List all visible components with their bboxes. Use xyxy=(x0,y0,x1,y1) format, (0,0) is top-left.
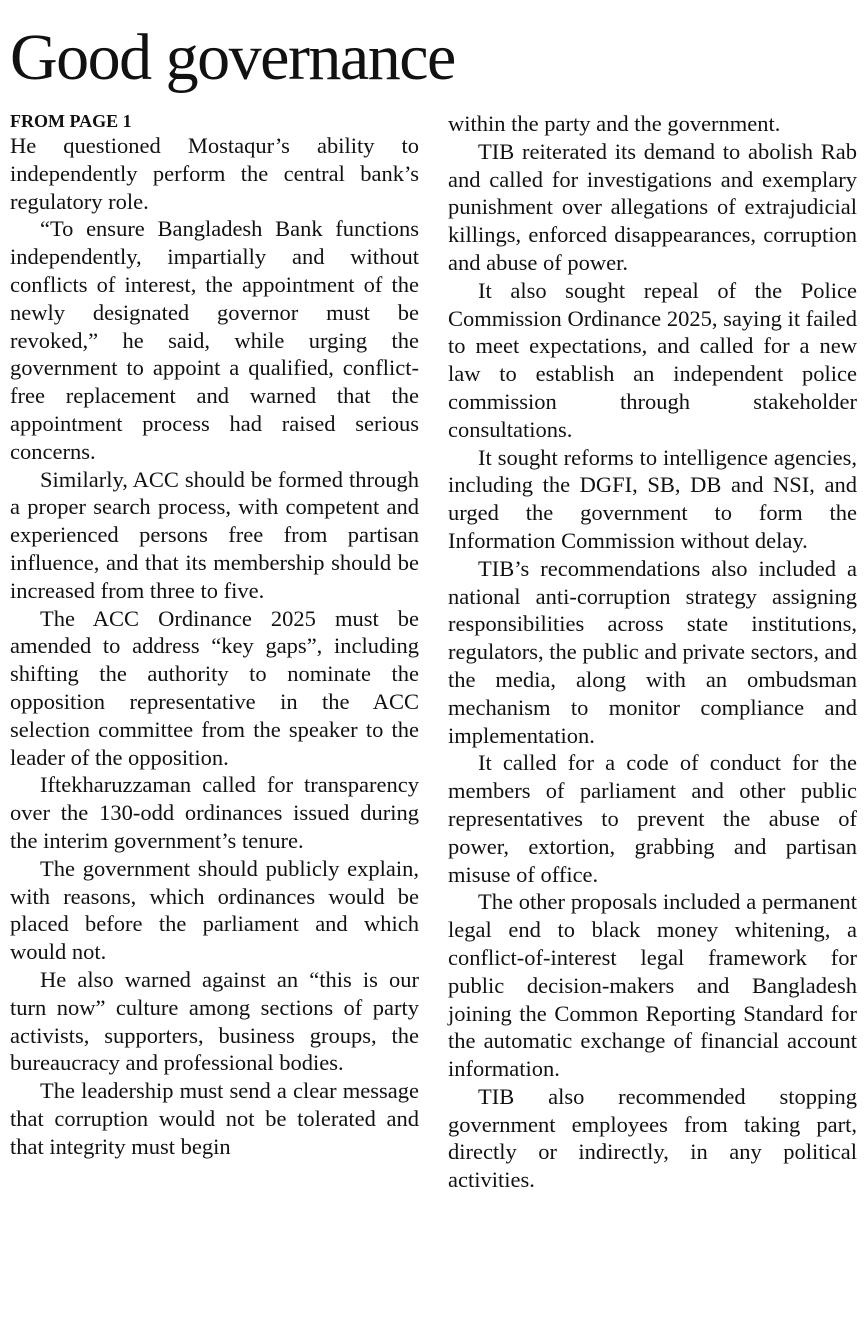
paragraph: Similarly, ACC should be formed through a proper search process, with competent and experienced persons free from partisan influence, and that its membership should be increased from three to five. xyxy=(10,466,419,603)
paragraph: The leadership must send a clear message that corruption would not be tolerated and that integrity must begin xyxy=(10,1078,419,1159)
paragraph: It sought reforms to intelligence agencies, including the DGFI, SB, DB and NSI, and urged the government to form the Information Commission without delay. xyxy=(448,444,857,553)
kicker-from-page: FROM PAGE 1 xyxy=(10,111,132,131)
paragraph: The ACC Ordinance 2025 must be amended to address “key gaps”, including shifting the authority to nominate the opposition representative in the ACC selection committee from the speaker to the leader of the opposition. xyxy=(10,605,419,770)
paragraph: Iftekharuzzaman called for transparency over the 130-odd ordinances issued during the interim government’s tenure. xyxy=(10,772,419,853)
paragraph: TIB’s recommendations also included a national anti-corruption strategy assigning responsibilities across state institutions, regulators, the public and private sectors, and the media, along with an ombudsman mechanism to monitor compliance and implementation. xyxy=(448,555,857,748)
paragraph: It called for a code of conduct for the members of parliament and other public representatives to prevent the abuse of power, extortion, grabbing and partisan misuse of office. xyxy=(448,750,857,887)
paragraph-continued: within the party and the government. xyxy=(448,111,781,136)
left-column xyxy=(10,110,419,1160)
paragraph: He also warned against an “this is our turn now” culture among sections of party activists, supporters, business groups, the bureaucracy and professional bodies. xyxy=(10,966,419,1076)
paragraph: It also sought repeal of the Police Commission Ordinance 2025, saying it failed to meet expectations, and called for a new law to establish an independent police commission through stakeholder consultations. xyxy=(448,277,857,442)
right-column xyxy=(448,110,857,1194)
headline: Good governance xyxy=(10,21,455,94)
paragraph: TIB reiterated its demand to abolish Rab and called for investigations and exemplary punishment over allegations of extrajudicial killings, enforced disappearances, corruption and abuse of power. xyxy=(448,138,857,275)
paragraph: The other proposals included a permanent legal end to black money whitening, a conflict-of-interest legal framework for public decision-makers and Bangladesh joining the Common Reporting Standard for the automatic exchange of financial account information. xyxy=(448,889,857,1082)
paragraph: “To ensure Bangladesh Bank functions independently, impartially and without conflicts of interest, the appointment of the newly designated governor must be revoked,” he said, while urging the government to appoint a qualified, conflict-free replacement and warned that the appointment process had raised serious concerns. xyxy=(10,216,419,464)
paragraph: The government should publicly explain, with reasons, which ordinances would be placed before the parliament and which would not. xyxy=(10,855,419,965)
paragraph: TIB also recommended stopping government employees from taking part, directly or indirectly, in any political activities. xyxy=(448,1083,857,1193)
paragraph: He questioned Mostaqur’s ability to independently perform the central bank’s regulatory role. xyxy=(10,133,419,214)
